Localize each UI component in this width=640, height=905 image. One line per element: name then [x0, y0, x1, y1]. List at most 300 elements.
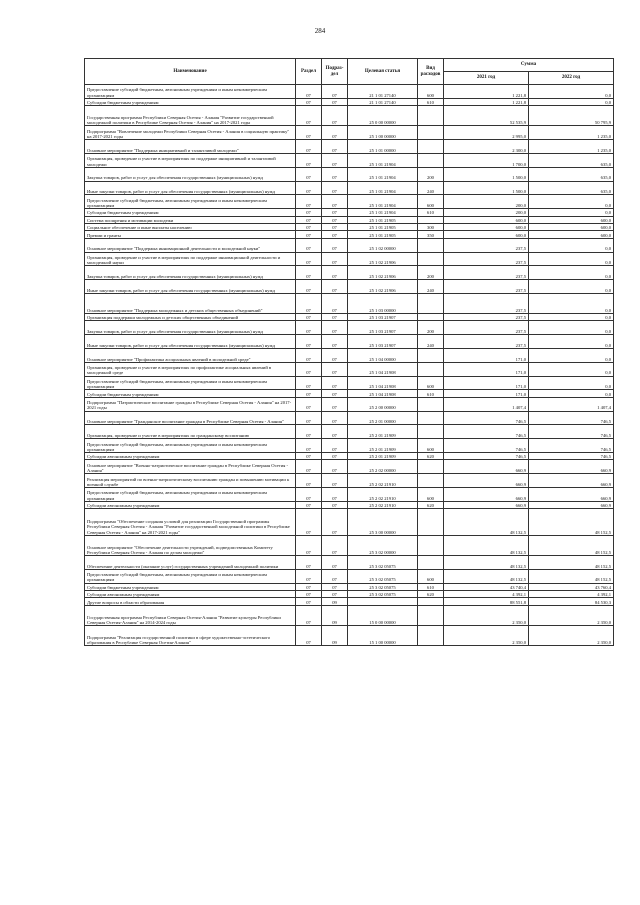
row-expense-type [418, 153, 444, 167]
row-target-article: 25 1 02 21906 [348, 252, 418, 266]
table-row [85, 397, 614, 411]
row-section: 07 [296, 223, 322, 230]
row-name: Организация, проведение и участие в мероприятиях по гражданскому воспитанию [85, 425, 296, 439]
row-target-article: 25 1 01 00000 [348, 140, 418, 154]
row-expense-type [418, 474, 444, 488]
table-row [85, 238, 614, 252]
header-expense-type: Вид расходов [418, 59, 444, 85]
row-sum-2022: 600,0 [529, 223, 614, 230]
row-section: 07 [296, 376, 322, 390]
row-sum-2021: 237,5 [444, 252, 529, 266]
row-target-article: 25 1 02 21906 [348, 266, 418, 280]
row-expense-type [418, 140, 444, 154]
row-target-article: 25 1 02 21906 [348, 280, 418, 294]
row-target-article: 25 1 01 21905 [348, 231, 418, 238]
row-subsection: 09 [322, 605, 348, 625]
row-sum-2021: 171,0 [444, 376, 529, 390]
table-row [85, 590, 614, 597]
row-target-article: 25 2 01 21909 [348, 453, 418, 460]
row-expense-type: 350 [418, 231, 444, 238]
row-expense-type: 600 [418, 569, 444, 583]
header-section: Раздел [296, 59, 322, 85]
row-target-article: 25 1 04 21908 [348, 362, 418, 376]
row-subsection: 07 [322, 362, 348, 376]
row-target-article: 25 1 01 21905 [348, 223, 418, 230]
row-sum-2022: 0,0 [529, 85, 614, 99]
row-name: Основное мероприятие "Поддержка молодежных и детских общественных объединений" [85, 293, 296, 313]
row-target-article: 25 1 03 21907 [348, 314, 418, 321]
row-subsection: 07 [322, 411, 348, 425]
row-section: 07 [296, 390, 322, 397]
header-year-2022: 2022 год [529, 72, 614, 85]
row-section: 07 [296, 126, 322, 140]
row-sum-2022: 660,9 [529, 501, 614, 508]
row-sum-2022: 660,9 [529, 488, 614, 502]
row-section: 07 [296, 314, 322, 321]
row-sum-2021: 1 500,0 [444, 167, 529, 181]
row-expense-type: 610 [418, 390, 444, 397]
row-sum-2022: 635,0 [529, 167, 614, 181]
row-expense-type [418, 625, 444, 645]
row-expense-type: 200 [418, 167, 444, 181]
row-name: Предоставление субсидий бюджетным, автономным учреждениям и иным некоммерческим организациям [85, 439, 296, 453]
row-sum-2022: 0,0 [529, 98, 614, 105]
row-subsection: 07 [322, 98, 348, 105]
row-subsection: 07 [322, 238, 348, 252]
row-section: 07 [296, 583, 322, 590]
row-name: Социальное обеспечение и иные выплаты населению [85, 223, 296, 230]
row-target-article: 25 1 00 00000 [348, 126, 418, 140]
row-section: 07 [296, 590, 322, 597]
row-sum-2022: 4 392,1 [529, 590, 614, 597]
row-section: 07 [296, 238, 322, 252]
row-sum-2021: 237,5 [444, 266, 529, 280]
row-subsection: 07 [322, 195, 348, 209]
row-subsection: 07 [322, 266, 348, 280]
row-subsection: 07 [322, 216, 348, 223]
table-row [85, 376, 614, 390]
row-sum-2022: 746,5 [529, 411, 614, 425]
row-section: 07 [296, 535, 322, 555]
row-sum-2022: 0,0 [529, 376, 614, 390]
table-row [85, 488, 614, 502]
row-name: Субсидии бюджетным учреждениям [85, 390, 296, 397]
row-subsection: 07 [322, 590, 348, 597]
row-target-article: 25 3 02 05075 [348, 590, 418, 597]
row-target-article: 25 2 00 00000 [348, 397, 418, 411]
table-row [85, 314, 614, 321]
row-section: 07 [296, 252, 322, 266]
row-target-article: 25 3 02 05075 [348, 569, 418, 583]
row-sum-2022: 2 350,0 [529, 605, 614, 625]
row-sum-2022: 48 152,5 [529, 509, 614, 536]
row-section: 07 [296, 266, 322, 280]
row-sum-2021: 237,5 [444, 238, 529, 252]
row-subsection: 07 [322, 223, 348, 230]
row-section: 07 [296, 216, 322, 223]
row-sum-2022: 0,0 [529, 280, 614, 294]
row-sum-2021: 171,0 [444, 390, 529, 397]
row-subsection: 07 [322, 376, 348, 390]
row-sum-2022: 84 530,3 [529, 598, 614, 605]
row-section: 07 [296, 140, 322, 154]
row-sum-2022: 746,5 [529, 425, 614, 439]
row-sum-2021: 48 132,5 [444, 535, 529, 555]
row-name: Организация, проведение и участие в мероприятиях по поддержке инновационной деятельности и молодежной науки [85, 252, 296, 266]
row-section: 07 [296, 167, 322, 181]
row-name: Государственная программа Республики Северная Осетия - Алания "Развитие государственной молодежной политики в Республике Северная Осетия - Алания" на 2017-2021 годы [85, 106, 296, 126]
row-expense-type: 610 [418, 583, 444, 590]
row-target-article: 25 2 01 00000 [348, 411, 418, 425]
row-section: 07 [296, 181, 322, 195]
row-subsection: 07 [322, 314, 348, 321]
row-name: Государственная программа Республики Северная Осетия-Алания "Развитие культуры Республики Северная Осетия-Алания" на 2014-2024 годы [85, 605, 296, 625]
row-sum-2021: 2 350,0 [444, 605, 529, 625]
row-sum-2022: 1 235,0 [529, 126, 614, 140]
row-sum-2022: 660,9 [529, 460, 614, 474]
table-row [85, 335, 614, 349]
row-name: Субсидии бюджетным учреждениям [85, 209, 296, 216]
row-target-article: 25 1 03 00000 [348, 293, 418, 313]
row-section: 07 [296, 569, 322, 583]
header-year-2021: 2021 год [444, 72, 529, 85]
row-name: Премии и гранты [85, 231, 296, 238]
row-subsection: 07 [322, 535, 348, 555]
row-name: Основное мероприятие "Военно-патриотическое воспитание граждан в Республике Северная Осетия - Алания" [85, 460, 296, 474]
table-row [85, 598, 614, 605]
row-name: Подпрограмма "Реализация государственной политики в сфере художественно-эстетического образования в Республике Северная Осетия-Алания" [85, 625, 296, 645]
table-row [85, 266, 614, 280]
row-sum-2021: 88 551,8 [444, 598, 529, 605]
row-subsection: 07 [322, 85, 348, 99]
row-target-article: 25 2 02 21910 [348, 474, 418, 488]
table-row [85, 231, 614, 238]
row-sum-2021: 171,0 [444, 362, 529, 376]
row-expense-type: 200 [418, 321, 444, 335]
row-sum-2021: 48 132,5 [444, 556, 529, 570]
table-row [85, 98, 614, 105]
row-expense-type: 240 [418, 335, 444, 349]
row-sum-2021: 746,5 [444, 425, 529, 439]
row-sum-2022: 0,0 [529, 390, 614, 397]
row-sum-2021: 746,5 [444, 439, 529, 453]
row-subsection: 07 [322, 293, 348, 313]
row-section: 07 [296, 439, 322, 453]
row-subsection: 07 [322, 460, 348, 474]
row-section: 07 [296, 293, 322, 313]
table-row [85, 583, 614, 590]
row-target-article: 25 0 00 00000 [348, 106, 418, 126]
header-target-article: Целевая статья [348, 59, 418, 85]
row-subsection: 07 [322, 501, 348, 508]
row-name: Основное мероприятие "Профилактика асоциальных явлений в молодежной среде" [85, 349, 296, 363]
table-row [85, 535, 614, 555]
row-expense-type [418, 126, 444, 140]
row-name: Субсидии автономным учреждениям [85, 590, 296, 597]
row-target-article: 25 3 02 05075 [348, 583, 418, 590]
row-target-article: 25 1 01 21904 [348, 167, 418, 181]
table-row [85, 106, 614, 126]
row-name: Предоставление субсидий бюджетным, автономным учреждениям и иным некоммерческим организациям [85, 569, 296, 583]
row-subsection: 07 [322, 106, 348, 126]
row-expense-type: 240 [418, 181, 444, 195]
row-sum-2022: 635,0 [529, 153, 614, 167]
row-name: Закупка товаров, работ и услуг для обеспечения государственных (муниципальных) нужд [85, 321, 296, 335]
row-sum-2021: 1 500,0 [444, 181, 529, 195]
table-row [85, 439, 614, 453]
row-expense-type [418, 314, 444, 321]
header-subsection: Подраз- дел [322, 59, 348, 85]
row-name: Субсидии автономным учреждениям [85, 453, 296, 460]
row-subsection: 07 [322, 488, 348, 502]
row-subsection: 09 [322, 598, 348, 605]
row-name: Организация поддержки молодежных и детских общественных объединений [85, 314, 296, 321]
row-section: 07 [296, 605, 322, 625]
table-row [85, 293, 614, 313]
row-sum-2022: 0,0 [529, 238, 614, 252]
row-section: 07 [296, 106, 322, 126]
row-subsection: 07 [322, 209, 348, 216]
row-sum-2022: 1 235,0 [529, 140, 614, 154]
row-target-article: 25 1 02 00000 [348, 238, 418, 252]
row-expense-type: 600 [418, 439, 444, 453]
row-sum-2022: 600,0 [529, 231, 614, 238]
table-row [85, 140, 614, 154]
row-expense-type [418, 238, 444, 252]
row-subsection: 09 [322, 625, 348, 645]
row-expense-type [418, 252, 444, 266]
row-target-article: 25 1 01 21904 [348, 181, 418, 195]
table-row [85, 453, 614, 460]
row-target-article: 25 1 04 21908 [348, 390, 418, 397]
row-section: 07 [296, 556, 322, 570]
row-target-article: 25 3 00 00000 [348, 509, 418, 536]
row-section: 07 [296, 321, 322, 335]
row-subsection: 07 [322, 425, 348, 439]
row-target-article: 25 1 04 00000 [348, 349, 418, 363]
row-section: 07 [296, 474, 322, 488]
row-expense-type [418, 293, 444, 313]
row-sum-2022: 0,0 [529, 362, 614, 376]
row-sum-2021: 660,9 [444, 460, 529, 474]
row-sum-2021: 660,9 [444, 488, 529, 502]
row-name: Основное мероприятие "Поддержка инновационной деятельности и молодежной науки" [85, 238, 296, 252]
row-section: 07 [296, 85, 322, 99]
table-row [85, 460, 614, 474]
row-section: 07 [296, 397, 322, 411]
row-target-article: 25 3 02 05075 [348, 556, 418, 570]
table-row [85, 195, 614, 209]
row-name: Подпрограмма "Обеспечение создания условий для реализации Государственной программы Республики Северная Осетия - Алания "Развитие государственной молодежной политики в Республике Северная Осетия - Алания" на 2017-2021 годы" [85, 509, 296, 536]
row-sum-2021: 237,5 [444, 314, 529, 321]
row-name: Иные закупки товаров, работ и услуг для обеспечения государственных (муниципальных) нужд [85, 181, 296, 195]
row-sum-2021: 48 132,5 [444, 509, 529, 536]
row-sum-2021: 171,0 [444, 349, 529, 363]
row-section: 07 [296, 195, 322, 209]
row-sum-2021: 600,0 [444, 223, 529, 230]
row-sum-2021: 660,9 [444, 501, 529, 508]
row-expense-type: 240 [418, 280, 444, 294]
table-row [85, 216, 614, 223]
row-sum-2021: 2 995,0 [444, 126, 529, 140]
row-sum-2021: 4 392,1 [444, 590, 529, 597]
row-sum-2022: 600,0 [529, 216, 614, 223]
row-section: 07 [296, 362, 322, 376]
row-target-article: 25 1 01 21904 [348, 153, 418, 167]
header-name: Наименование [85, 59, 296, 85]
row-subsection: 07 [322, 439, 348, 453]
row-target-article: 25 2 02 21910 [348, 501, 418, 508]
row-expense-type [418, 362, 444, 376]
row-sum-2021: 48 132,5 [444, 569, 529, 583]
row-name: Предоставление субсидий бюджетным, автономным учреждениям и иным некоммерческим организациям [85, 376, 296, 390]
row-target-article: 15 0 00 00000 [348, 605, 418, 625]
row-section: 07 [296, 509, 322, 536]
row-name: Закупка товаров, работ и услуг для обеспечения государственных (муниципальных) нужд [85, 266, 296, 280]
row-subsection: 07 [322, 181, 348, 195]
row-expense-type [418, 349, 444, 363]
row-sum-2021: 237,5 [444, 280, 529, 294]
row-expense-type: 620 [418, 453, 444, 460]
row-section: 07 [296, 453, 322, 460]
row-sum-2021: 1 221,8 [444, 85, 529, 99]
row-subsection: 07 [322, 252, 348, 266]
row-expense-type [418, 605, 444, 625]
row-name: Основное мероприятие "Поддержка инициативной и талантливой молодежи" [85, 140, 296, 154]
table-header-row [85, 59, 614, 72]
row-sum-2021: 600,0 [444, 231, 529, 238]
row-sum-2022: 1 407,4 [529, 397, 614, 411]
row-expense-type [418, 397, 444, 411]
row-section: 07 [296, 280, 322, 294]
table-row [85, 411, 614, 425]
row-subsection: 07 [322, 167, 348, 181]
row-target-article: 25 1 01 21905 [348, 216, 418, 223]
row-sum-2021: 2 350,0 [444, 625, 529, 645]
row-sum-2022: 0,0 [529, 335, 614, 349]
row-name: Обеспечение деятельности (оказание услуг) государственных учреждений молодежной политики [85, 556, 296, 570]
row-sum-2022: 0,0 [529, 349, 614, 363]
row-sum-2021: 660,9 [444, 474, 529, 488]
row-name: Закупка товаров, работ и услуг для обеспечения государственных (муниципальных) нужд [85, 167, 296, 181]
row-sum-2022: 746,5 [529, 439, 614, 453]
row-name: Подпрограмма "Вовлечение молодежи Республики Северная Осетия - Алания в социальную практику" на 2017-2021 годы [85, 126, 296, 140]
row-target-article: 25 1 04 21908 [348, 376, 418, 390]
row-expense-type [418, 106, 444, 126]
row-expense-type: 600 [418, 488, 444, 502]
row-sum-2022: 0,0 [529, 252, 614, 266]
row-subsection: 07 [322, 321, 348, 335]
row-sum-2022: 48 152,5 [529, 556, 614, 570]
row-sum-2021: 200,0 [444, 195, 529, 209]
row-subsection: 07 [322, 390, 348, 397]
row-section: 07 [296, 501, 322, 508]
page-number: 284 [314, 27, 326, 35]
row-name: Организация, проведение и участие в мероприятиях по поддержке инициативной и талантливой молодежи [85, 153, 296, 167]
row-subsection: 07 [322, 140, 348, 154]
row-sum-2022: 635,0 [529, 181, 614, 195]
row-sum-2022: 0,0 [529, 314, 614, 321]
row-sum-2021: 237,5 [444, 321, 529, 335]
row-sum-2022: 0,0 [529, 209, 614, 216]
row-subsection: 07 [322, 231, 348, 238]
row-name: Организация, проведение и участие в мероприятиях по профилактике асоциальных явлений в молодежной среде [85, 362, 296, 376]
row-section: 07 [296, 425, 322, 439]
row-expense-type: 200 [418, 266, 444, 280]
row-expense-type [418, 216, 444, 223]
row-target-article: 25 1 01 21904 [348, 209, 418, 216]
row-expense-type [418, 460, 444, 474]
row-name: Подпрограмма "Патриотическое воспитание граждан в Республике Северная Осетия - Алания" на 2017-2021 годы [85, 397, 296, 411]
row-expense-type: 620 [418, 590, 444, 597]
budget-table [84, 58, 614, 646]
row-section: 07 [296, 349, 322, 363]
row-subsection: 07 [322, 556, 348, 570]
table-row [85, 501, 614, 508]
row-sum-2022: 48 152,5 [529, 569, 614, 583]
row-name: Субсидии бюджетным учреждениям [85, 98, 296, 105]
row-target-article: 25 1 01 21904 [348, 195, 418, 209]
row-subsection: 07 [322, 583, 348, 590]
row-sum-2022: 660,9 [529, 474, 614, 488]
row-target-article: 25 3 02 00000 [348, 535, 418, 555]
row-expense-type: 300 [418, 223, 444, 230]
row-name: Предоставление субсидий бюджетным, автономным учреждениям и иным некоммерческим организациям [85, 488, 296, 502]
row-expense-type [418, 425, 444, 439]
row-sum-2022: 2 350,0 [529, 625, 614, 645]
table-row [85, 223, 614, 230]
row-section: 07 [296, 231, 322, 238]
row-section: 07 [296, 335, 322, 349]
row-sum-2021: 746,5 [444, 411, 529, 425]
row-target-article: 25 2 02 00000 [348, 460, 418, 474]
table-row [85, 153, 614, 167]
table-row [85, 569, 614, 583]
row-sum-2021: 2 300,0 [444, 140, 529, 154]
row-target-article: 25 2 01 21909 [348, 439, 418, 453]
row-section: 07 [296, 153, 322, 167]
row-name: Основное мероприятие "Гражданское воспитание граждан в Республике Северная Осетия - Алания" [85, 411, 296, 425]
row-expense-type: 600 [418, 195, 444, 209]
row-section: 07 [296, 460, 322, 474]
row-section: 07 [296, 625, 322, 645]
row-name: Основное мероприятие "Обеспечение деятельности учреждений, подведомственных Комитету Республики Северная Осетия - Алания по делам молодежи" [85, 535, 296, 555]
row-target-article: 25 1 03 21907 [348, 321, 418, 335]
row-name: Предоставление субсидий бюджетным, автономным учреждениям и иным некоммерческим организациям [85, 195, 296, 209]
table-row [85, 556, 614, 570]
row-sum-2022: 0,0 [529, 321, 614, 335]
row-subsection: 07 [322, 453, 348, 460]
row-target-article [348, 598, 418, 605]
row-subsection: 07 [322, 569, 348, 583]
row-subsection: 07 [322, 280, 348, 294]
table-row [85, 362, 614, 376]
row-section: 07 [296, 598, 322, 605]
row-sum-2022: 746,5 [529, 453, 614, 460]
table-row [85, 321, 614, 335]
row-sum-2021: 1 221,8 [444, 98, 529, 105]
row-sum-2022: 0,0 [529, 195, 614, 209]
row-target-article: 15 1 00 00000 [348, 625, 418, 645]
table-row [85, 252, 614, 266]
row-name: Субсидии бюджетным учреждениям [85, 583, 296, 590]
row-target-article: 25 1 03 21907 [348, 335, 418, 349]
row-name: Реализация мероприятий по военно-патриотическому воспитанию граждан и повышению мотивации к военной службе [85, 474, 296, 488]
row-sum-2021: 1 407,4 [444, 397, 529, 411]
row-expense-type: 610 [418, 209, 444, 216]
row-name: Другие вопросы в области образования [85, 598, 296, 605]
table-row [85, 349, 614, 363]
